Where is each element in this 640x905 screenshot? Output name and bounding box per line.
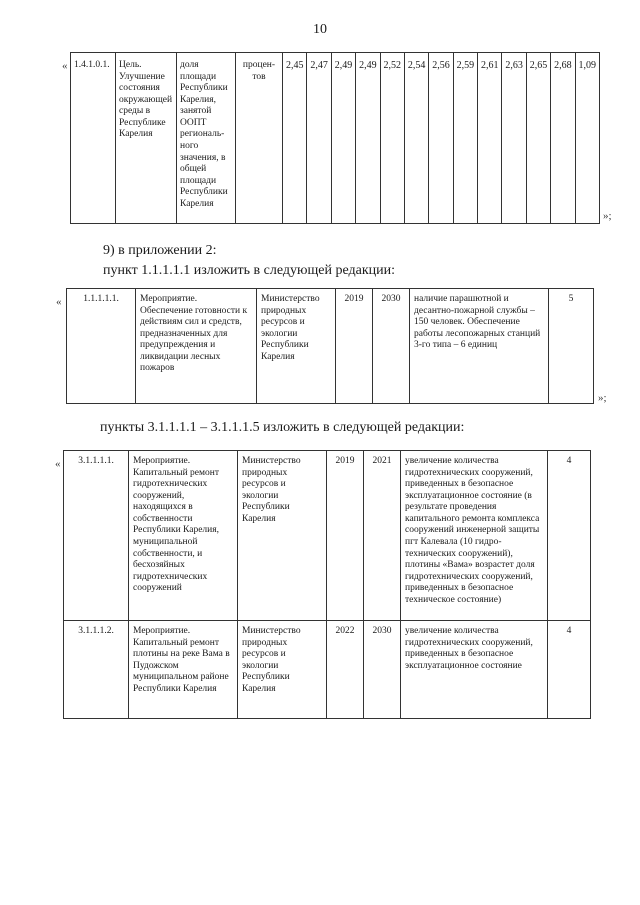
action-cell: Мероприятие. Капитальный ремонт плотины на реке Вама в Пудожском муниципальном районе Республики Карелия [129, 621, 238, 719]
close-quote: »; [598, 392, 607, 404]
value-cell: 2,45 [283, 53, 307, 224]
start-year-cell: 2022 [327, 621, 364, 719]
responsible-cell: Министерство природных ресурсов и экологии Республики Карелия [238, 451, 327, 621]
value-cell: 2,49 [356, 53, 380, 224]
section-heading: 9) в приложении 2: [103, 243, 217, 258]
section-instruction: пункты 3.1.1.1.1 – 3.1.1.1.5 изложить в следующей редакции: [100, 420, 465, 435]
open-quote: « [56, 296, 62, 308]
value-cell: 2,52 [380, 53, 404, 224]
indicator-table [70, 52, 600, 224]
link-cell: 4 [548, 451, 591, 621]
table-row [64, 451, 591, 621]
indicator-cell: доля площади Республики Карелия, занятой ООПТ региональ-ного значения, в общей площади Республики Карелия [177, 53, 236, 224]
value-cell: 2,49 [331, 53, 355, 224]
table-row [64, 621, 591, 719]
activity-table [66, 288, 594, 404]
value-cell: 2,59 [453, 53, 477, 224]
value-cell: 2,56 [429, 53, 453, 224]
link-cell: 5 [549, 289, 594, 404]
close-quote: »; [603, 210, 612, 222]
value-cell: 2,63 [502, 53, 526, 224]
responsible-cell: Министерство природных ресурсов и экологии Республики Карелия [238, 621, 327, 719]
row-code: 1.4.1.0.1. [71, 53, 116, 224]
value-cell: 2,47 [307, 53, 331, 224]
page-number: 10 [313, 22, 327, 37]
goal-cell: Цель. Улучшение состояния окружающей среды в Республике Карелия [116, 53, 177, 224]
start-year-cell: 2019 [327, 451, 364, 621]
end-year-cell: 2021 [364, 451, 401, 621]
result-cell: наличие парашютной и десантно-пожарной службы – 150 человек. Обеспечение работы лесопожарных станций 3-го типа – 6 единиц [410, 289, 549, 404]
section-instruction: пункт 1.1.1.1.1 изложить в следующей редакции: [103, 263, 395, 278]
table-row [71, 53, 600, 224]
value-cell: 1,09 [575, 53, 600, 224]
table-row [67, 289, 594, 404]
action-cell: Мероприятие. Капитальный ремонт гидротехнических сооружений, находящихся в собственности Республики Карелия, муниципальной собственности, и бесхозяйных гидротехнических сооружений [129, 451, 238, 621]
value-cell: 2,61 [478, 53, 502, 224]
end-year-cell: 2030 [364, 621, 401, 719]
result-cell: увеличение количества гидротехнических сооружений, приведенных в безопасное эксплуатационное состояние [401, 621, 548, 719]
action-cell: Мероприятие. Обеспечение готовности к действиям сил и средств, предназначенных для предупреждения и ликвидации лесных пожаров [136, 289, 257, 404]
link-cell: 4 [548, 621, 591, 719]
value-cell: 2,54 [404, 53, 428, 224]
open-quote: « [55, 458, 61, 470]
row-code: 1.1.1.1.1. [67, 289, 136, 404]
result-cell: увеличение количества гидротехнических сооружений, приведенных в безопасное эксплуатационное состояние (в результате проведения капитального ремонта комплекса сооружений инженерной защиты пгт Калевала (10 гидро-технических сооружений), плотины «Вама» возрастет доля гидротехнических сооружений, приведенных в безопасное техническое состояние) [401, 451, 548, 621]
unit-cell: процен-тов [236, 53, 283, 224]
end-year-cell: 2030 [373, 289, 410, 404]
row-code: 3.1.1.1.1. [64, 451, 129, 621]
value-cell: 2,65 [526, 53, 550, 224]
row-code: 3.1.1.1.2. [64, 621, 129, 719]
open-quote: « [62, 60, 68, 72]
responsible-cell: Министерство природных ресурсов и экологии Республики Карелия [257, 289, 336, 404]
hydro-activity-table [63, 450, 591, 719]
value-cell: 2,68 [551, 53, 575, 224]
start-year-cell: 2019 [336, 289, 373, 404]
